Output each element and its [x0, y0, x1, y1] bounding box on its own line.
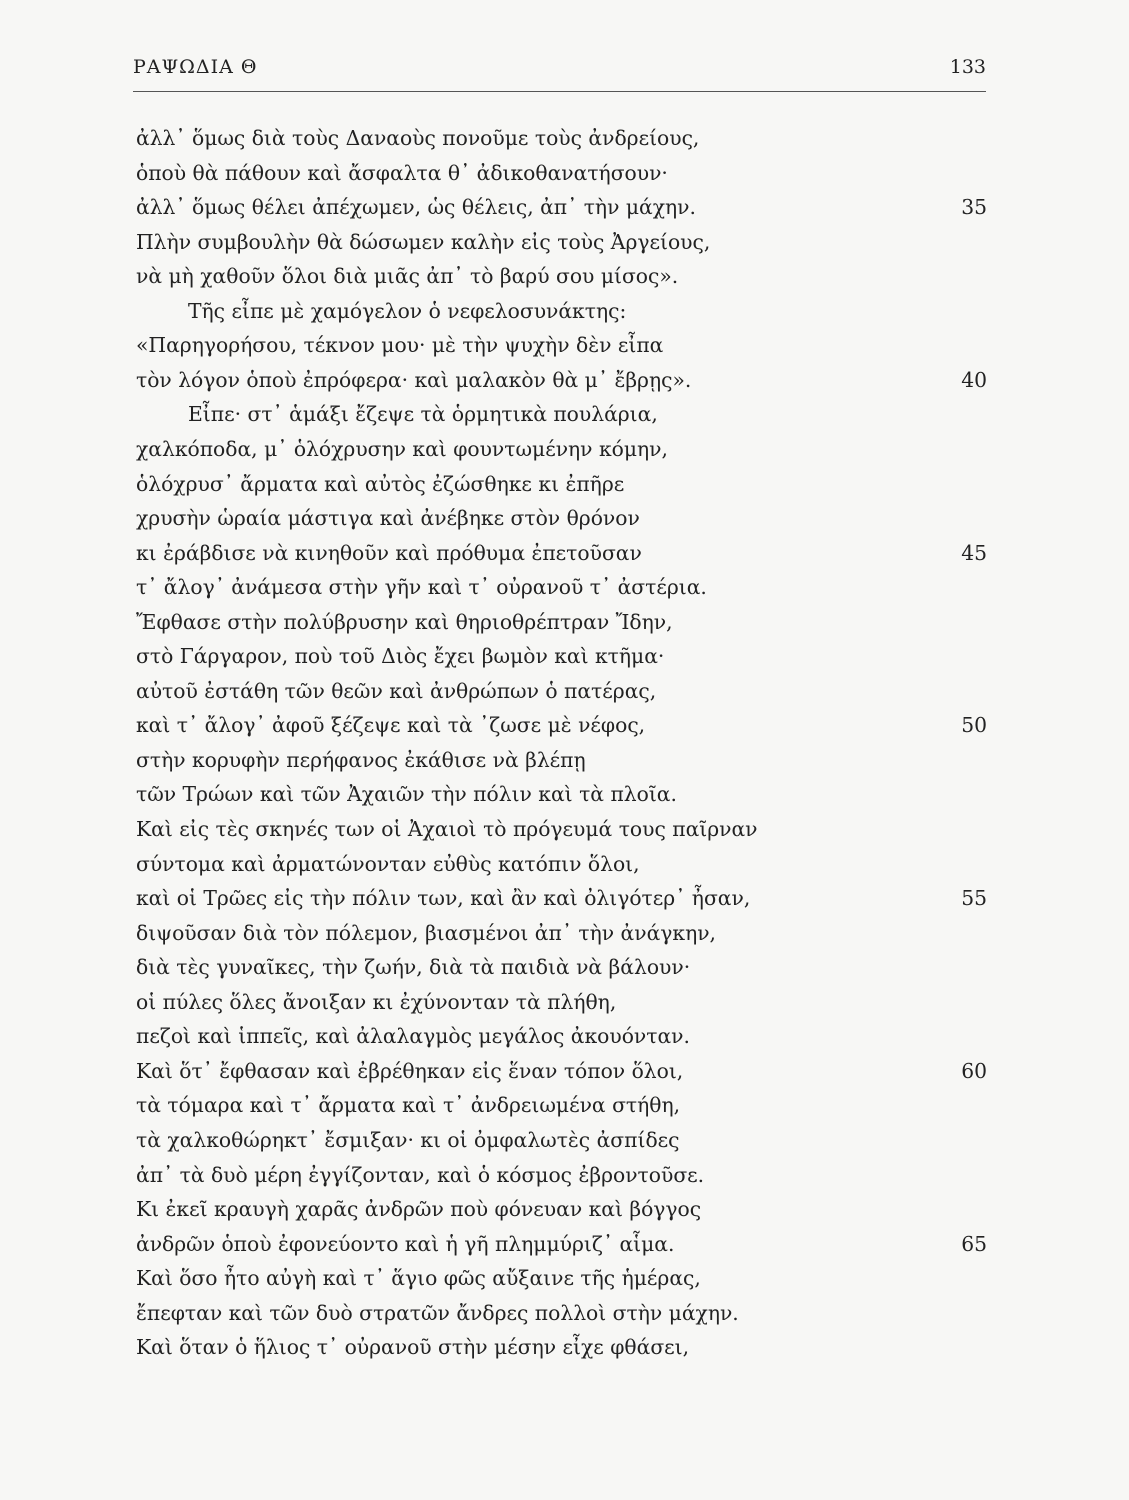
- verse-text: Τῆς εἶπε μὲ χαμόγελον ὁ νεφελοσυνάκτης:: [188, 298, 627, 323]
- line-number: 55: [961, 886, 987, 911]
- verse-text: τῶν Τρώων καὶ τῶν Ἀχαιῶν τὴν πόλιν καὶ τὰ πλοῖα.: [136, 782, 677, 807]
- verse-line: [0, 363, 1129, 397]
- verse-line: [0, 916, 1129, 950]
- verse-text: Πλὴν συμβουλὴν θὰ δώσωμεν καλὴν εἰς τοὺς Ἀργείους,: [136, 229, 711, 254]
- verse-text: διὰ τὲς γυναῖκες, τὴν ζωήν, διὰ τὰ παιδιὰ νὰ βάλουν·: [136, 955, 691, 980]
- line-number: 65: [961, 1231, 987, 1256]
- verse-line: [0, 1088, 1129, 1122]
- verse-line: [0, 294, 1129, 328]
- verse-text: τὸν λόγον ὁποὺ ἐπρόφερα· καὶ μαλακὸν θὰ μ᾽ ἔβρῃς».: [136, 367, 692, 392]
- verse-line: [0, 225, 1129, 259]
- verse-text: οἱ πύλες ὅλες ἄνοιξαν κι ἐχύνονταν τὰ πλήθη,: [136, 989, 617, 1014]
- verse-line: [0, 467, 1129, 501]
- verse-text: καὶ οἱ Τρῶες εἰς τὴν πόλιν των, καὶ ἂν καὶ ὀλιγότερ᾽ ἦσαν,: [136, 886, 751, 911]
- verse-text: ἔπεφταν καὶ τῶν δυὸ στρατῶν ἄνδρες πολλοὶ στὴν μάχην.: [136, 1300, 739, 1325]
- verse-text: κι ἐράβδισε νὰ κινηθοῦν καὶ πρόθυμα ἐπετοῦσαν: [136, 540, 642, 565]
- verse-line: [0, 1330, 1129, 1364]
- verse-text: καὶ τ᾽ ἄλογ᾽ ἀφοῦ ξέζεψε καὶ τὰ ᾽ζωσε μὲ νέφος,: [136, 713, 646, 738]
- line-number: 35: [961, 195, 987, 220]
- verse-text: ἀλλ᾽ ὅμως διὰ τοὺς Δαναοὺς πονοῦμε τοὺς ἀνδρείους,: [136, 126, 700, 150]
- verse-text: «Παρηγορήσου, τέκνον μου· μὲ τὴν ψυχὴν δὲν εἶπα: [136, 333, 664, 358]
- line-number: 60: [961, 1058, 987, 1083]
- verse-line: [0, 397, 1129, 431]
- verse-line: [0, 1192, 1129, 1226]
- verse-line: [0, 812, 1129, 846]
- verse-text: νὰ μὴ χαθοῦν ὅλοι διὰ μιᾶς ἀπ᾽ τὸ βαρύ σου μίσος».: [136, 264, 679, 289]
- line-number: 45: [961, 540, 987, 565]
- running-head: [133, 56, 986, 88]
- verse-text: σύντομα καὶ ἀρματώνονταν εὐθὺς κατόπιν ὅλοι,: [136, 851, 640, 876]
- verse-line: [0, 121, 1129, 155]
- verse-line: [0, 432, 1129, 466]
- verse-line: [0, 743, 1129, 777]
- verse-line: [0, 1158, 1129, 1192]
- verse-line: [0, 985, 1129, 1019]
- verse-line: [0, 328, 1129, 362]
- verse-line: [0, 708, 1129, 742]
- line-number: 50: [961, 713, 987, 738]
- verse-text: διψοῦσαν διὰ τὸν πόλεμον, βιασμένοι ἀπ᾽ τὴν ἀνάγκην,: [136, 920, 716, 945]
- verse-text: ἀνδρῶν ὁποὺ ἐφονεύοντο καὶ ἡ γῆ πλημμύριζ᾽ αἷμα.: [136, 1231, 675, 1256]
- verse-text: τὰ τόμαρα καὶ τ᾽ ἄρματα καὶ τ᾽ ἀνδρειωμένα στήθη,: [136, 1093, 681, 1118]
- verse-text: Καὶ ὅταν ὁ ἥλιος τ᾽ οὐρανοῦ στὴν μέσην εἶχε φθάσει,: [136, 1335, 690, 1360]
- verse-line: [0, 639, 1129, 673]
- verse-text: Εἶπε· στ᾽ ἁμάξι ἔζεψε τὰ ὁρμητικὰ πουλάρια,: [188, 402, 658, 427]
- verse-line: [0, 881, 1129, 915]
- verse-text: ἀλλ᾽ ὅμως θέλει ἀπέχωμεν, ὡς θέλεις, ἀπ᾽ τὴν μάχην.: [136, 195, 696, 220]
- verse-text: στὸ Γάργαρον, ποὺ τοῦ Διὸς ἔχει βωμὸν καὶ κτῆμα·: [136, 644, 665, 669]
- verse-line: [0, 536, 1129, 570]
- verse-text: στὴν κορυφὴν περήφανος ἐκάθισε νὰ βλέπῃ: [136, 747, 586, 772]
- verse-line: [0, 156, 1129, 190]
- verse-line: [0, 1123, 1129, 1157]
- verse-text: πεζοὶ καὶ ἱππεῖς, καὶ ἀλαλαγμὸς μεγάλος ἀκουόνταν.: [136, 1024, 690, 1049]
- line-number: 40: [961, 367, 987, 392]
- header-rule: [133, 91, 986, 92]
- verse-line: [0, 570, 1129, 604]
- verse-line: [0, 190, 1129, 224]
- verse-text: χαλκόποδα, μ᾽ ὁλόχρυσην καὶ φουντωμένην κόμην,: [136, 436, 668, 461]
- verse-text: ὁποὺ θὰ πάθουν καὶ ἄσφαλτα θ᾽ ἀδικοθανατήσουν·: [136, 160, 668, 185]
- verse-text: Καὶ εἰς τὲς σκηνές των οἱ Ἀχαιοὶ τὸ πρόγευμά τους παῖρναν: [136, 817, 758, 841]
- verse-line: [0, 777, 1129, 811]
- verse-line: [0, 501, 1129, 535]
- verse-line: [0, 605, 1129, 639]
- verse-text: ἀπ᾽ τὰ δυὸ μέρη ἐγγίζονταν, καὶ ὁ κόσμος ἐβροντοῦσε.: [136, 1162, 705, 1187]
- verse-line: [0, 1296, 1129, 1330]
- verse-text: Ἔφθασε στὴν πολύβρυσην καὶ θηριοθρέπτραν Ἴδην,: [136, 609, 673, 634]
- verse-text: Καὶ ὅτ᾽ ἔφθασαν καὶ ἐβρέθηκαν εἰς ἕναν τόπον ὅλοι,: [136, 1058, 684, 1083]
- verse-line: [0, 1227, 1129, 1261]
- verse-text: χρυσὴν ὡραία μάστιγα καὶ ἀνέβηκε στὸν θρόνον: [136, 506, 640, 531]
- verse-line: [0, 950, 1129, 984]
- verse-line: [0, 1019, 1129, 1053]
- verse-text: ὁλόχρυσ᾽ ἄρματα καὶ αὐτὸς ἐζώσθηκε κι ἐπῆρε: [136, 471, 625, 496]
- verse-text: αὐτοῦ ἐστάθη τῶν θεῶν καὶ ἀνθρώπων ὁ πατέρας,: [136, 678, 657, 703]
- verse-line: [0, 847, 1129, 881]
- verse-text: Κι ἐκεῖ κραυγὴ χαρᾶς ἀνδρῶν ποὺ φόνευαν καὶ βόγγος: [136, 1197, 702, 1222]
- verse-line: [0, 1261, 1129, 1295]
- verse-line: [0, 1054, 1129, 1088]
- verse-line: [0, 674, 1129, 708]
- page-number: 133: [949, 56, 986, 78]
- rhapsody-title: ΡΑΨΩΔΙΑ Θ: [133, 56, 258, 78]
- verse-text: τ᾽ ἄλογ᾽ ἀνάμεσα στὴν γῆν καὶ τ᾽ οὐρανοῦ τ᾽ ἀστέρια.: [136, 575, 707, 600]
- verse-text: Καὶ ὅσο ἦτο αὐγὴ καὶ τ᾽ ἅγιο φῶς αὔξαινε τῆς ἡμέρας,: [136, 1266, 701, 1291]
- verse-line: [0, 259, 1129, 293]
- verse-text: τὰ χαλκοθώρηκτ᾽ ἔσμιξαν· κι οἱ ὀμφαλωτὲς ἀσπίδες: [136, 1127, 680, 1152]
